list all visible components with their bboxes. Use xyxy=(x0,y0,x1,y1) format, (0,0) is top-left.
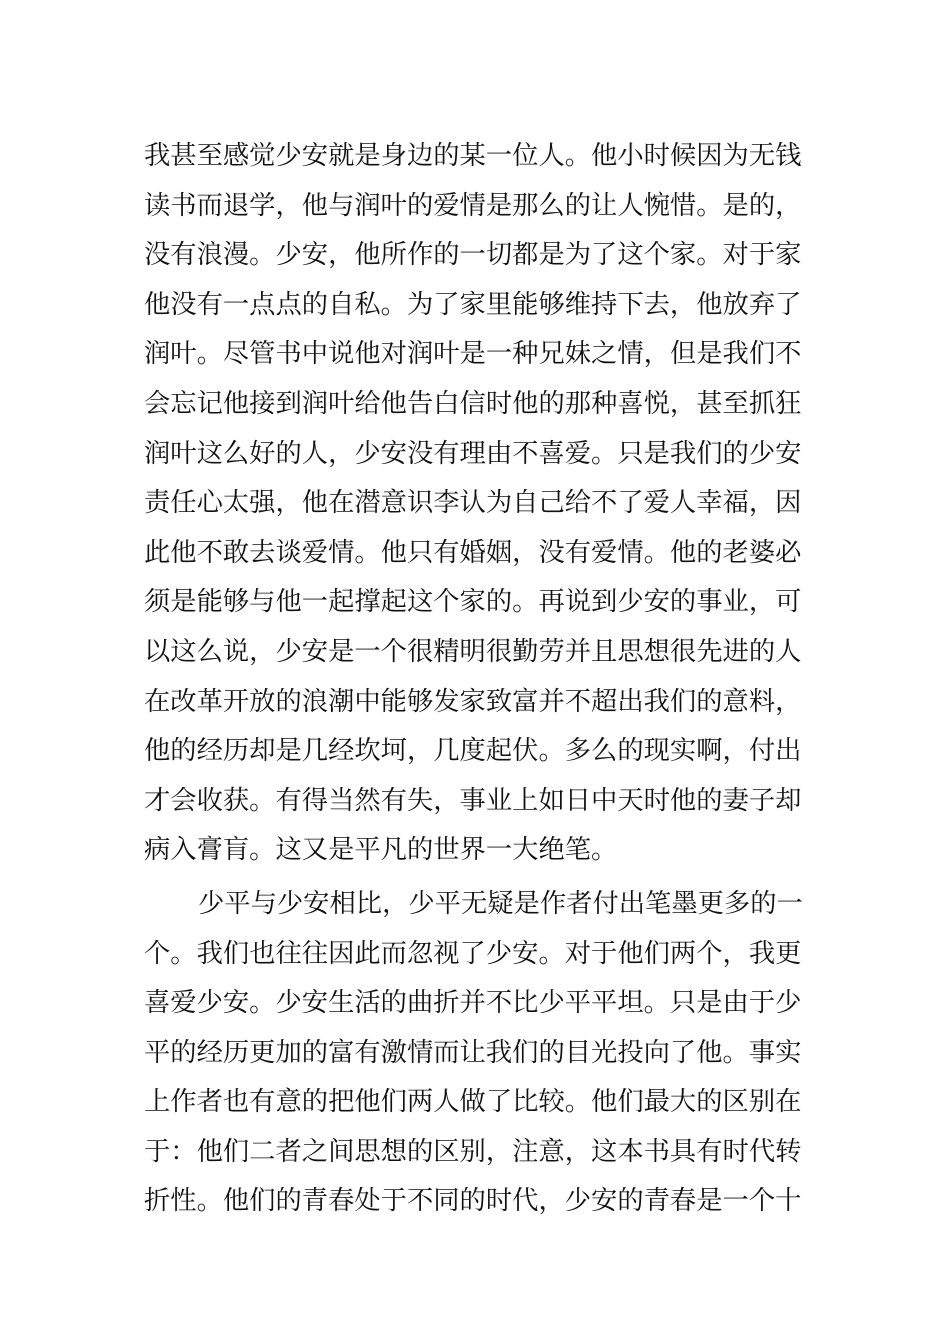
text-line: 喜爱少安。少安生活的曲折并不比少平平坦。只是由于少 xyxy=(144,988,802,1019)
text-line: 上作者也有意的把他们两人做了比较。他们最大的区别在 xyxy=(144,1087,802,1118)
text-line: 病入膏肓。这又是平凡的世界一大绝笔。 xyxy=(144,835,618,866)
text-line: 他的经历却是几经坎坷，几度起伏。多么的现实啊，付出 xyxy=(144,736,802,767)
text-line: 须是能够与他一起撑起这个家的。再说到少安的事业，可 xyxy=(144,587,802,618)
text-line: 润叶这么好的人，少安没有理由不喜爱。只是我们的少安 xyxy=(144,438,802,469)
text-line: 他没有一点点的自私。为了家里能够维持下去，他放弃了 xyxy=(144,289,802,320)
text-line: 折性。他们的青春处于不同的时代，少安的青春是一个十 xyxy=(144,1186,802,1217)
text-line: 才会收获。有得当然有失，事业上如日中天时他的妻子却 xyxy=(144,785,802,816)
text-line: 在改革开放的浪潮中能够发家致富并不超出我们的意料， xyxy=(144,686,802,717)
text-line: 个。我们也往往因此而忽视了少安。对于他们两个，我更 xyxy=(144,938,802,969)
text-line: 读书而退学，他与润叶的爱情是那么的让人惋惜。是的， xyxy=(144,190,802,221)
text-line-indented: 少平与少安相比，少平无疑是作者付出笔墨更多的一 xyxy=(198,888,803,919)
body-text xyxy=(144,132,809,1227)
text-line: 润叶。尽管书中说他对润叶是一种兄妹之情，但是我们不 xyxy=(144,339,802,370)
paragraph-2 xyxy=(144,880,809,1227)
text-line: 没有浪漫。少安，他所作的一切都是为了这个家。对于家 xyxy=(144,240,802,271)
text-line: 于：他们二者之间思想的区别，注意，这本书具有时代转 xyxy=(144,1136,802,1167)
text-line: 会忘记他接到润叶给他告白信时他的那种喜悦，甚至抓狂 xyxy=(144,388,802,419)
text-line: 以这么说，少安是一个很精明很勤劳并且思想很先进的人 xyxy=(144,636,802,667)
text-line: 此他不敢去谈爱情。他只有婚姻，没有爱情。他的老婆必 xyxy=(144,537,802,568)
text-line: 我甚至感觉少安就是身边的某一位人。他小时候因为无钱 xyxy=(144,141,802,171)
text-line: 责任心太强，他在潜意识李认为自己给不了爱人幸福，因 xyxy=(144,488,802,519)
text-line: 平的经历更加的富有激情而让我们的目光投向了他。事实 xyxy=(144,1037,802,1068)
paragraph-1 xyxy=(144,132,809,876)
